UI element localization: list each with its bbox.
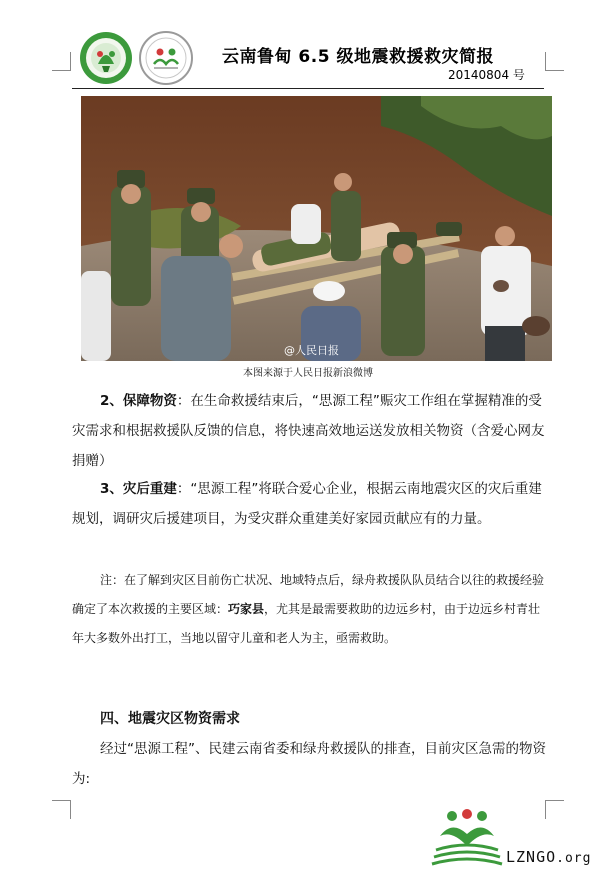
rescue-photo xyxy=(81,96,552,361)
note-paragraph xyxy=(72,566,550,653)
footer-site-name xyxy=(506,848,591,866)
photo-watermark: @人民日报 xyxy=(284,344,339,357)
item-supplies-text: ：在生命救援结束后，“思源工程”赈灾工作组在掌握精准的受灾需求和根据救援队反馈的信息，将快速高效地运送发放相关物资（含爱心网友捐赠） xyxy=(72,393,545,469)
crop-mark-bottom-right xyxy=(545,800,564,819)
crop-mark-top-right xyxy=(545,52,564,71)
photo-caption: 本图来源于人民日报新浪微博 xyxy=(243,368,373,379)
section-text: 经过“思源工程”、民建云南省委和绿舟救援队的排查，目前灾区急需的物资为: xyxy=(72,741,546,787)
report-title: 云南鲁甸 6.5 级地震救援救灾简报 xyxy=(222,47,494,67)
footer-site-prefix: LZNGO xyxy=(506,848,557,866)
header-divider xyxy=(72,88,544,89)
crop-mark-top-left xyxy=(52,52,71,71)
report-issue-number: 20140804 号 xyxy=(448,68,525,82)
section-paragraph xyxy=(72,734,550,794)
organization-logo-icon xyxy=(78,30,134,86)
item-reconstruction-text: ：“思源工程”将联合爱心企业，根据云南地震灾区的灾后重建规划，调研灾后援建项目，为受灾群众重建美好家园贡献应有的力量。 xyxy=(72,481,542,527)
note-highlight-region: 巧家县 xyxy=(228,602,265,616)
item-supplies-heading: 保障物资 xyxy=(122,393,177,409)
note-text-after: ，尤其是最需要救助的边远乡村，由于边远乡村青壮年大多数外出打工，当地以留守儿童和老人为主，亟需救助。 xyxy=(72,602,541,645)
lzngo-logo-icon xyxy=(430,806,504,868)
item-supplies-number: 2、 xyxy=(100,393,123,409)
item-supplies xyxy=(72,386,550,476)
note-text-before: 注：在了解到灾区目前伤亡状况、地域特点后，绿舟救援队队员结合以往的救援经验确定了本次救援的主要区域： xyxy=(72,573,545,616)
item-reconstruction-number: 3、 xyxy=(100,481,123,497)
crop-mark-bottom-left xyxy=(52,800,71,819)
item-reconstruction xyxy=(72,474,550,534)
siyuan-project-logo-icon xyxy=(138,30,194,86)
section-heading: 四、地震灾区物资需求 xyxy=(100,711,240,727)
footer-site-suffix: .org xyxy=(556,851,592,866)
item-reconstruction-heading: 灾后重建 xyxy=(122,481,177,497)
